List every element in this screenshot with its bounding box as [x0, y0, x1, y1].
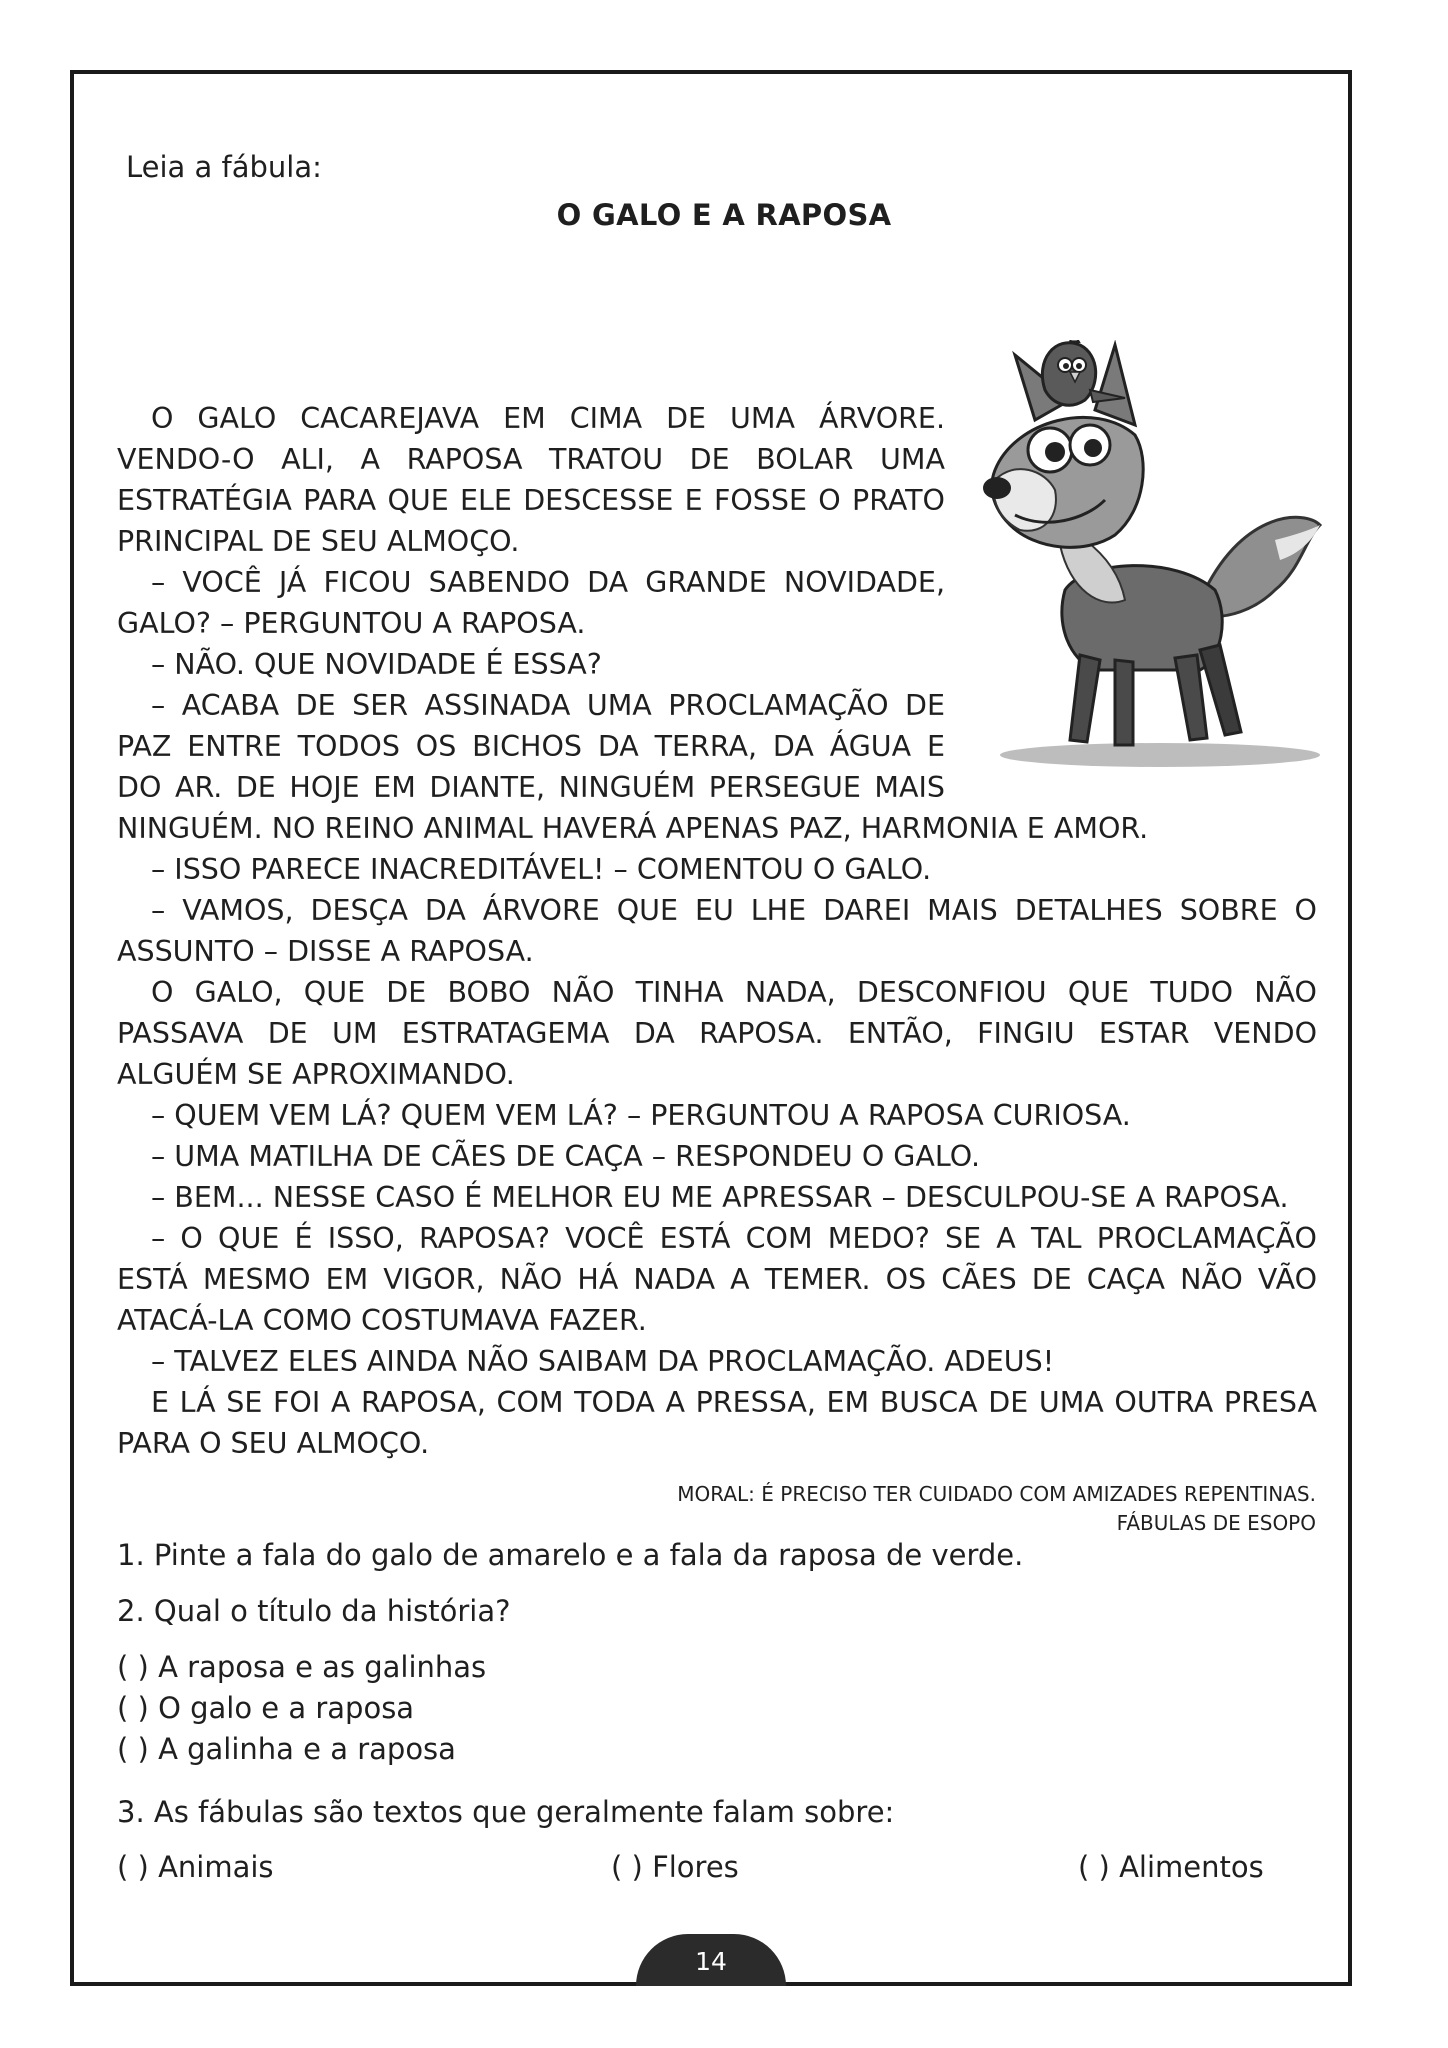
question-2-option[interactable]: ( ) A raposa e as galinhas	[117, 1650, 487, 1684]
story-line: O GALO CACAREJAVA EM CIMA DE UMA ÁRVORE.	[151, 402, 945, 435]
story-line: GALO? – PERGUNTOU A RAPOSA.	[117, 607, 586, 640]
story-line: NINGUÉM. NO REINO ANIMAL HAVERÁ APENAS PAZ, HARMONIA E AMOR.	[117, 812, 1149, 845]
story-line: – ISSO PARECE INACREDITÁVEL! – COMENTOU O GALO.	[151, 853, 932, 886]
story-line: – O QUE É ISSO, RAPOSA? VOCÊ ESTÁ COM MEDO? SE A TAL PROCLAMAÇÃO	[151, 1222, 1317, 1255]
story-line: – VOCÊ JÁ FICOU SABENDO DA GRANDE NOVIDADE,	[151, 566, 945, 599]
fox-and-rooster-illustration	[975, 340, 1325, 770]
story-line: PASSAVA DE UM ESTRATAGEMA DA RAPOSA. ENTÃO, FINGIU ESTAR VENDO	[117, 1017, 1317, 1050]
story-line: PARA O SEU ALMOÇO.	[117, 1427, 430, 1460]
story-line: ASSUNTO – DISSE A RAPOSA.	[117, 935, 534, 968]
story-line: – NÃO. QUE NOVIDADE É ESSA?	[151, 648, 602, 681]
question-2-option[interactable]: ( ) O galo e a raposa	[117, 1691, 415, 1725]
story-line: ALGUÉM SE APROXIMANDO.	[117, 1058, 515, 1091]
story-line: VENDO-O ALI, A RAPOSA TRATOU DE BOLAR UMA	[117, 443, 945, 476]
question-3-option[interactable]: ( ) Animais	[117, 1850, 274, 1884]
source-text: FÁBULAS DE ESOPO	[1116, 1511, 1316, 1535]
question-2-option[interactable]: ( ) A galinha e a raposa	[117, 1732, 456, 1766]
instruction-text: Leia a fábula:	[126, 150, 322, 184]
story-title: O GALO E A RAPOSA	[556, 198, 892, 232]
question-3-option[interactable]: ( ) Alimentos	[1078, 1850, 1264, 1884]
story-line: – UMA MATILHA DE CÃES DE CAÇA – RESPONDEU O GALO.	[151, 1140, 981, 1173]
moral-block	[677, 1480, 1316, 1538]
question-3: 3. As fábulas são textos que geralmente falam sobre:	[117, 1795, 895, 1829]
story-line: O GALO, QUE DE BOBO NÃO TINHA NADA, DESCONFIOU QUE TUDO NÃO	[151, 976, 1317, 1009]
story-line: ESTRATÉGIA PARA QUE ELE DESCESSE E FOSSE O PRATO	[117, 484, 945, 517]
story-line: PAZ ENTRE TODOS OS BICHOS DA TERRA, DA ÁGUA E	[117, 730, 945, 763]
story-line: DO AR. DE HOJE EM DIANTE, NINGUÉM PERSEGUE MAIS	[117, 771, 945, 804]
story-line: – QUEM VEM LÁ? QUEM VEM LÁ? – PERGUNTOU A RAPOSA CURIOSA.	[151, 1099, 1131, 1132]
moral-text: MORAL: É PRECISO TER CUIDADO COM AMIZADES REPENTINAS.	[677, 1482, 1316, 1506]
question-2: 2. Qual o título da história?	[117, 1594, 511, 1628]
story-line: – ACABA DE SER ASSINADA UMA PROCLAMAÇÃO DE	[151, 689, 945, 722]
story-line: – TALVEZ ELES AINDA NÃO SAIBAM DA PROCLAMAÇÃO. ADEUS!	[151, 1345, 1055, 1378]
page-number: 14	[636, 1934, 786, 1986]
question-3-option[interactable]: ( ) Flores	[611, 1850, 739, 1884]
story-line: ESTÁ MESMO EM VIGOR, NÃO HÁ NADA A TEMER. OS CÃES DE CAÇA NÃO VÃO	[117, 1263, 1317, 1296]
story-line: ATACÁ-LA COMO COSTUMAVA FAZER.	[117, 1304, 647, 1337]
story-line: PRINCIPAL DE SEU ALMOÇO.	[117, 525, 520, 558]
question-1: 1. Pinte a fala do galo de amarelo e a fala da raposa de verde.	[117, 1538, 1024, 1572]
story-line: – BEM... NESSE CASO É MELHOR EU ME APRESSAR – DESCULPOU-SE A RAPOSA.	[151, 1181, 1289, 1214]
story-line: – VAMOS, DESÇA DA ÁRVORE QUE EU LHE DAREI MAIS DETALHES SOBRE O	[151, 894, 1317, 927]
story-line: E LÁ SE FOI A RAPOSA, COM TODA A PRESSA, EM BUSCA DE UMA OUTRA PRESA	[151, 1386, 1317, 1419]
